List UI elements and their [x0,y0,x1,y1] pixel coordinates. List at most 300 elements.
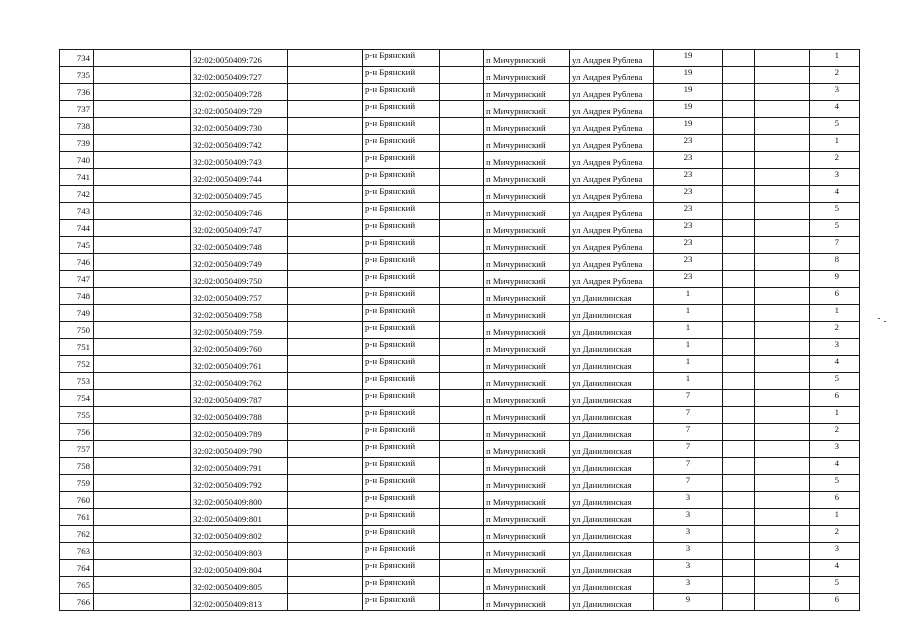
empty-cell [755,492,810,509]
house-number: 19 [654,50,723,67]
district-cell: р-н Брянский [363,424,440,441]
empty-cell [288,271,363,288]
empty-cell [723,475,755,492]
empty-cell [288,560,363,577]
street-cell: ул Андрея Рублева [570,50,654,67]
district-cell: р-н Брянский [363,373,440,390]
apartment-number: 3 [810,339,860,356]
apartment-number: 5 [810,577,860,594]
district-cell: р-н Брянский [363,67,440,84]
empty-cell [94,135,191,152]
table-row [60,118,860,135]
empty-cell [723,254,755,271]
street-cell: ул Данилинская [570,407,654,424]
street-cell: ул Данилинская [570,594,654,611]
empty-cell [723,526,755,543]
empty-cell [94,50,191,67]
empty-cell [755,475,810,492]
house-number: 19 [654,101,723,118]
house-number: 23 [654,135,723,152]
district-cell: р-н Брянский [363,186,440,203]
district-cell: р-н Брянский [363,356,440,373]
table-row [60,458,860,475]
street-cell: ул Данилинская [570,492,654,509]
settlement-cell: п Мичуринский [484,560,570,577]
street-cell: ул Данилинская [570,305,654,322]
document-page [59,49,859,610]
empty-cell [723,441,755,458]
settlement-cell: п Мичуринский [484,475,570,492]
settlement-cell: п Мичуринский [484,339,570,356]
apartment-number: 1 [810,509,860,526]
apartment-number: 1 [810,407,860,424]
table-row [60,288,860,305]
empty-cell [440,135,484,152]
cadastral-number: 32:02:0050409:760 [191,339,288,356]
house-number: 7 [654,458,723,475]
apartment-number: 5 [810,203,860,220]
empty-cell [723,492,755,509]
table-row [60,152,860,169]
district-cell: р-н Брянский [363,50,440,67]
empty-cell [723,390,755,407]
apartment-number: 6 [810,594,860,611]
empty-cell [755,577,810,594]
empty-cell [288,373,363,390]
empty-cell [723,118,755,135]
district-cell: р-н Брянский [363,339,440,356]
apartment-number: 3 [810,441,860,458]
district-cell: р-н Брянский [363,407,440,424]
empty-cell [440,322,484,339]
empty-cell [288,492,363,509]
settlement-cell: п Мичуринский [484,271,570,288]
row-number: 747 [60,271,94,288]
cadastral-number: 32:02:0050409:759 [191,322,288,339]
empty-cell [755,169,810,186]
settlement-cell: п Мичуринский [484,254,570,271]
table-body [60,50,860,611]
empty-cell [723,203,755,220]
empty-cell [440,203,484,220]
empty-cell [755,237,810,254]
settlement-cell: п Мичуринский [484,67,570,84]
empty-cell [94,271,191,288]
row-number: 739 [60,135,94,152]
cadastral-number: 32:02:0050409:746 [191,203,288,220]
settlement-cell: п Мичуринский [484,101,570,118]
empty-cell [94,288,191,305]
row-number: 762 [60,526,94,543]
empty-cell [440,84,484,101]
cadastral-number: 32:02:0050409:728 [191,84,288,101]
apartment-number: 1 [810,50,860,67]
house-number: 1 [654,288,723,305]
street-cell: ул Данилинская [570,526,654,543]
empty-cell [94,305,191,322]
empty-cell [723,339,755,356]
empty-cell [94,509,191,526]
empty-cell [723,152,755,169]
empty-cell [440,441,484,458]
cadastral-number: 32:02:0050409:726 [191,50,288,67]
empty-cell [723,322,755,339]
empty-cell [440,594,484,611]
row-number: 740 [60,152,94,169]
empty-cell [723,543,755,560]
apartment-number: 2 [810,526,860,543]
row-number: 743 [60,203,94,220]
apartment-number: 2 [810,322,860,339]
empty-cell [288,237,363,254]
house-number: 3 [654,577,723,594]
empty-cell [94,101,191,118]
cadastral-number: 32:02:0050409:757 [191,288,288,305]
district-cell: р-н Брянский [363,203,440,220]
house-number: 1 [654,339,723,356]
empty-cell [440,577,484,594]
table-row [60,135,860,152]
empty-cell [755,288,810,305]
empty-cell [94,441,191,458]
apartment-number: 3 [810,169,860,186]
empty-cell [755,84,810,101]
cadastral-number: 32:02:0050409:803 [191,543,288,560]
row-number: 757 [60,441,94,458]
row-number: 744 [60,220,94,237]
cadastral-number: 32:02:0050409:742 [191,135,288,152]
empty-cell [440,67,484,84]
district-cell: р-н Брянский [363,135,440,152]
street-cell: ул Данилинская [570,543,654,560]
empty-cell [288,67,363,84]
cadastral-number: 32:02:0050409:750 [191,271,288,288]
street-cell: ул Данилинская [570,356,654,373]
district-cell: р-н Брянский [363,237,440,254]
district-cell: р-н Брянский [363,169,440,186]
street-cell: ул Андрея Рублева [570,169,654,186]
street-cell: ул Андрея Рублева [570,237,654,254]
empty-cell [755,560,810,577]
empty-cell [755,220,810,237]
table-row [60,509,860,526]
empty-cell [755,305,810,322]
empty-cell [440,424,484,441]
empty-cell [94,339,191,356]
empty-cell [755,271,810,288]
empty-cell [440,254,484,271]
cadastral-number: 32:02:0050409:730 [191,118,288,135]
table-row [60,390,860,407]
cadastral-number: 32:02:0050409:804 [191,560,288,577]
empty-cell [288,509,363,526]
empty-cell [288,203,363,220]
house-number: 7 [654,390,723,407]
district-cell: р-н Брянский [363,475,440,492]
empty-cell [755,152,810,169]
empty-cell [755,118,810,135]
empty-cell [440,390,484,407]
empty-cell [723,594,755,611]
apartment-number: 7 [810,237,860,254]
cadastral-number: 32:02:0050409:727 [191,67,288,84]
empty-cell [755,50,810,67]
empty-cell [94,492,191,509]
settlement-cell: п Мичуринский [484,543,570,560]
apartment-number: 5 [810,118,860,135]
district-cell: р-н Брянский [363,543,440,560]
table-row [60,577,860,594]
settlement-cell: п Мичуринский [484,305,570,322]
cadastral-number: 32:02:0050409:758 [191,305,288,322]
settlement-cell: п Мичуринский [484,118,570,135]
apartment-number: 3 [810,84,860,101]
empty-cell [440,543,484,560]
empty-cell [288,50,363,67]
street-cell: ул Данилинская [570,560,654,577]
house-number: 3 [654,509,723,526]
apartment-number: 8 [810,254,860,271]
empty-cell [723,560,755,577]
street-cell: ул Андрея Рублева [570,186,654,203]
empty-cell [723,50,755,67]
settlement-cell: п Мичуринский [484,526,570,543]
empty-cell [755,594,810,611]
table-row [60,322,860,339]
row-number: 734 [60,50,94,67]
house-number: 23 [654,220,723,237]
empty-cell [440,373,484,390]
settlement-cell: п Мичуринский [484,441,570,458]
street-cell: ул Андрея Рублева [570,220,654,237]
empty-cell [723,271,755,288]
empty-cell [440,237,484,254]
district-cell: р-н Брянский [363,526,440,543]
empty-cell [755,424,810,441]
street-cell: ул Данилинская [570,441,654,458]
house-number: 19 [654,118,723,135]
table-row [60,237,860,254]
apartment-number: 6 [810,390,860,407]
empty-cell [755,101,810,118]
table-row [60,186,860,203]
empty-cell [440,492,484,509]
table-row [60,67,860,84]
empty-cell [755,526,810,543]
street-cell: ул Данилинская [570,424,654,441]
apartment-number: 4 [810,356,860,373]
settlement-cell: п Мичуринский [484,458,570,475]
row-number: 759 [60,475,94,492]
table-row [60,560,860,577]
row-number: 749 [60,305,94,322]
settlement-cell: п Мичуринский [484,356,570,373]
settlement-cell: п Мичуринский [484,407,570,424]
street-cell: ул Андрея Рублева [570,84,654,101]
row-number: 756 [60,424,94,441]
empty-cell [440,288,484,305]
empty-cell [288,441,363,458]
row-number: 755 [60,407,94,424]
empty-cell [94,254,191,271]
table-row [60,271,860,288]
empty-cell [94,458,191,475]
row-number: 753 [60,373,94,390]
empty-cell [440,560,484,577]
empty-cell [288,101,363,118]
house-number: 7 [654,475,723,492]
street-cell: ул Андрея Рублева [570,67,654,84]
table-row [60,373,860,390]
street-cell: ул Данилинская [570,390,654,407]
apartment-number: 4 [810,560,860,577]
house-number: 23 [654,254,723,271]
empty-cell [288,84,363,101]
district-cell: р-н Брянский [363,441,440,458]
empty-cell [755,407,810,424]
empty-cell [755,543,810,560]
empty-cell [440,509,484,526]
house-number: 23 [654,152,723,169]
empty-cell [94,577,191,594]
empty-cell [288,254,363,271]
empty-cell [440,101,484,118]
house-number: 1 [654,322,723,339]
settlement-cell: п Мичуринский [484,220,570,237]
street-cell: ул Данилинская [570,458,654,475]
empty-cell [723,186,755,203]
empty-cell [723,84,755,101]
table-row [60,441,860,458]
district-cell: р-н Брянский [363,492,440,509]
street-cell: ул Данилинская [570,475,654,492]
street-cell: ул Данилинская [570,577,654,594]
table-row [60,254,860,271]
district-cell: р-н Брянский [363,84,440,101]
apartment-number: 4 [810,101,860,118]
house-number: 3 [654,492,723,509]
row-number: 750 [60,322,94,339]
apartment-number: 4 [810,458,860,475]
street-cell: ул Андрея Рублева [570,101,654,118]
cadastral-number: 32:02:0050409:747 [191,220,288,237]
house-number: 19 [654,67,723,84]
empty-cell [755,356,810,373]
street-cell: ул Андрея Рублева [570,203,654,220]
empty-cell [755,373,810,390]
row-number: 760 [60,492,94,509]
empty-cell [755,509,810,526]
district-cell: р-н Брянский [363,509,440,526]
empty-cell [94,390,191,407]
district-cell: р-н Брянский [363,220,440,237]
empty-cell [755,390,810,407]
empty-cell [723,169,755,186]
district-cell: р-н Брянский [363,101,440,118]
cadastral-number: 32:02:0050409:745 [191,186,288,203]
settlement-cell: п Мичуринский [484,152,570,169]
cadastral-number: 32:02:0050409:788 [191,407,288,424]
apartment-number: 4 [810,186,860,203]
street-cell: ул Данилинская [570,322,654,339]
house-number: 1 [654,373,723,390]
empty-cell [94,118,191,135]
empty-cell [440,407,484,424]
empty-cell [288,169,363,186]
empty-cell [288,475,363,492]
settlement-cell: п Мичуринский [484,577,570,594]
empty-cell [723,67,755,84]
empty-cell [755,186,810,203]
house-number: 19 [654,84,723,101]
house-number: 3 [654,560,723,577]
scan-speck [884,321,886,322]
empty-cell [288,322,363,339]
table-row [60,424,860,441]
cadastral-number: 32:02:0050409:762 [191,373,288,390]
apartment-number: 3 [810,543,860,560]
settlement-cell: п Мичуринский [484,390,570,407]
empty-cell [94,373,191,390]
cadastral-number: 32:02:0050409:802 [191,526,288,543]
empty-cell [94,526,191,543]
empty-cell [755,339,810,356]
house-number: 3 [654,526,723,543]
settlement-cell: п Мичуринский [484,84,570,101]
apartment-number: 2 [810,67,860,84]
settlement-cell: п Мичуринский [484,322,570,339]
empty-cell [288,543,363,560]
house-number: 1 [654,305,723,322]
empty-cell [94,203,191,220]
empty-cell [288,356,363,373]
empty-cell [94,237,191,254]
empty-cell [755,458,810,475]
empty-cell [94,84,191,101]
table-row [60,475,860,492]
table-row [60,169,860,186]
settlement-cell: п Мичуринский [484,203,570,220]
empty-cell [94,186,191,203]
empty-cell [723,356,755,373]
row-number: 737 [60,101,94,118]
row-number: 761 [60,509,94,526]
empty-cell [288,577,363,594]
table-row [60,407,860,424]
settlement-cell: п Мичуринский [484,237,570,254]
settlement-cell: п Мичуринский [484,288,570,305]
table-row [60,220,860,237]
empty-cell [755,254,810,271]
empty-cell [94,475,191,492]
apartment-number: 9 [810,271,860,288]
row-number: 766 [60,594,94,611]
cadastral-number: 32:02:0050409:787 [191,390,288,407]
row-number: 736 [60,84,94,101]
apartment-number: 1 [810,135,860,152]
empty-cell [94,543,191,560]
empty-cell [288,135,363,152]
table-row [60,594,860,611]
table-row [60,526,860,543]
house-number: 23 [654,186,723,203]
empty-cell [723,577,755,594]
district-cell: р-н Брянский [363,458,440,475]
empty-cell [288,288,363,305]
house-number: 7 [654,407,723,424]
empty-cell [755,441,810,458]
district-cell: р-н Брянский [363,322,440,339]
